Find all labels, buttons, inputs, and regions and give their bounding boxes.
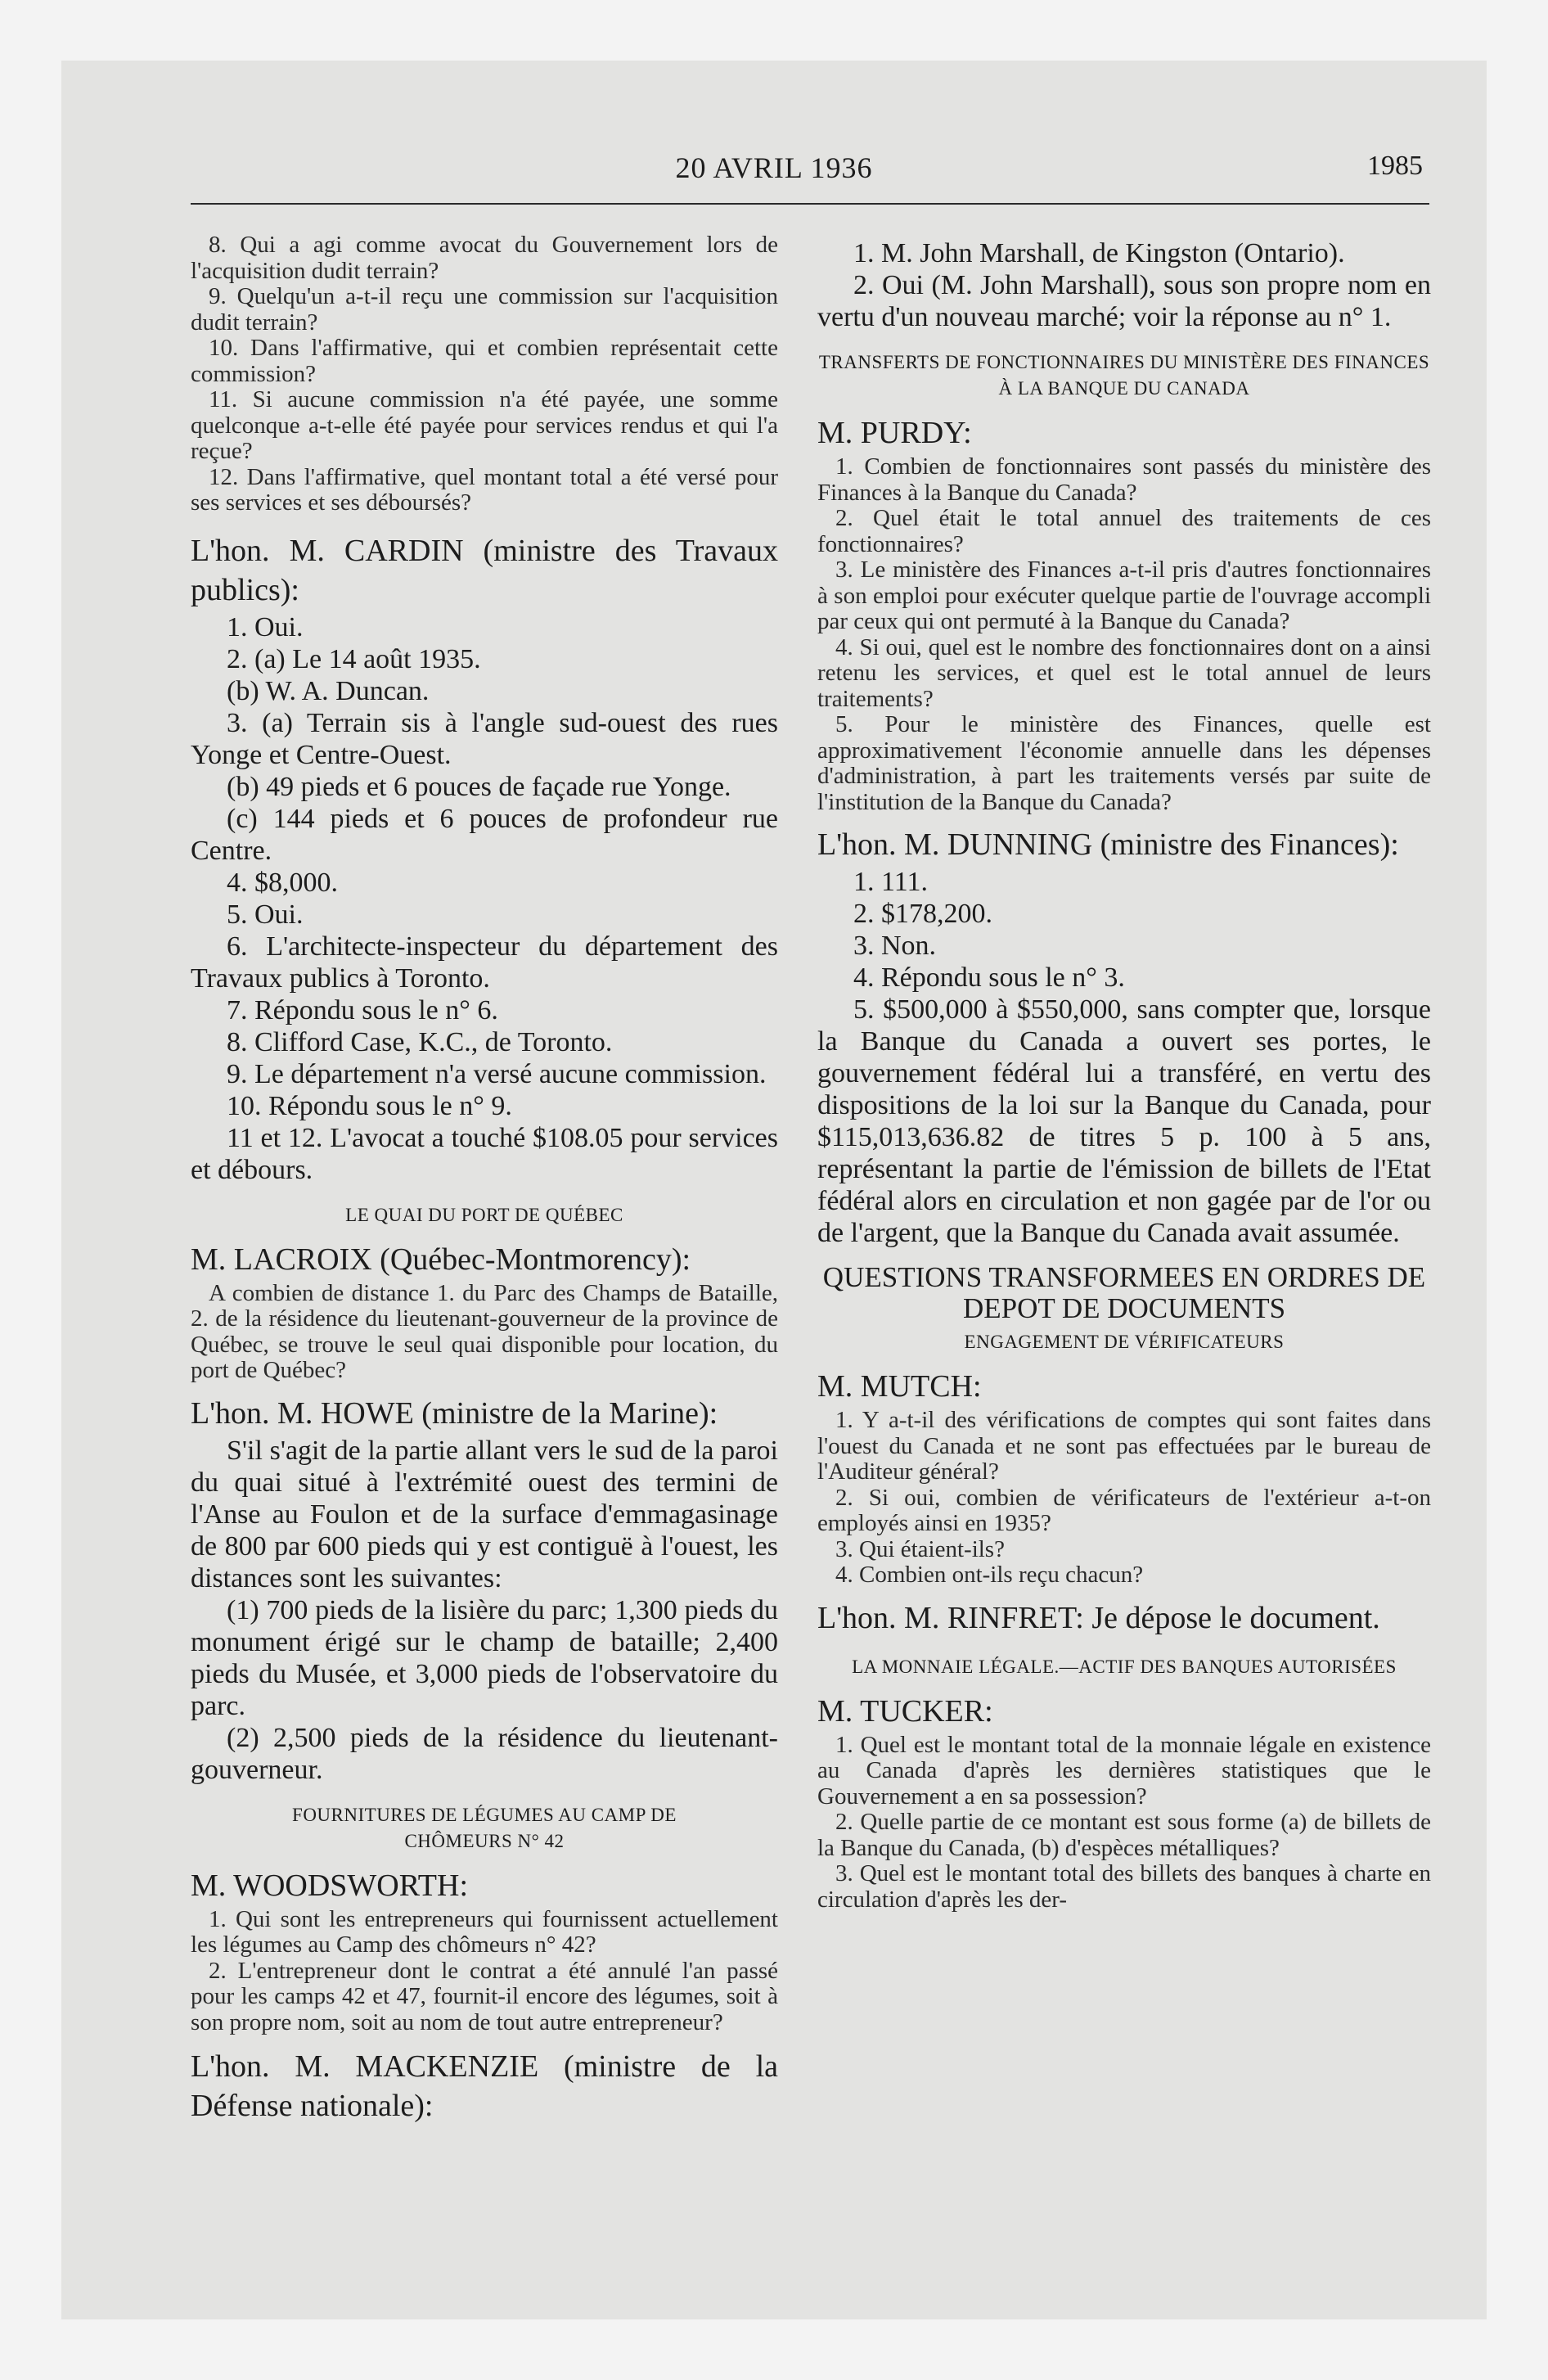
question-12: 12. Dans l'affirmative, quel montant total a été versé pour ses services et ses déboursés?: [191, 463, 778, 516]
tucker-question: 3. Quel est le montant total des billets des banques à charte en circulation d'après les der-: [817, 1860, 1431, 1913]
section-title-legumes: FOURNITURES DE LÉGUMES AU CAMP DE CHÔMEURS N° 42: [292, 1804, 677, 1851]
scanned-page: [61, 61, 1487, 2319]
speaker-howe: L'hon. M. HOWE (ministre de la Marine):: [191, 1395, 718, 1431]
dunning-answer: 5. $500,000 à $550,000, sans compter que, lorsque la Banque du Canada a ouvert ses portes, le gouvernement fédéral lui a transféré, en vertu des dispositions de la loi sur la Banque du Canada, pour $115,013,636.82 de titres 5 p. 100 à 5 ans, représentant la partie de l'émission de billets de l'Etat fédéral alors en circulation et non gagée par de l'or ou de l'argent, que la Banque du Canada avait assumée.: [817, 994, 1431, 1248]
cardin-answer: 1. Oui.: [227, 611, 304, 642]
speaker-tucker: M. TUCKER:: [817, 1693, 993, 1729]
dunning-answer: 3. Non.: [853, 931, 937, 961]
mutch-question: 3. Qui étaient-ils?: [835, 1535, 1005, 1562]
page-header: [61, 151, 1487, 183]
howe-answer: S'il s'agit de la partie allant vers le sud de la paroi du quai situé à l'extrémité ouest des termini de l'Anse au Foulon et de la surface d'emmagasinage de 800 par 600 pieds qui y est contiguë à l'ouest, les distances sont les suivantes:: [191, 1435, 778, 1593]
header-date: 20 AVRIL 1936: [675, 151, 873, 184]
tucker-question: 2. Quelle partie de ce montant est sous forme (a) de billets de la Banque du Canada, (b) d'espèces métalliques?: [817, 1809, 1431, 1861]
right-column: [817, 232, 1431, 1913]
header-rule: [191, 203, 1429, 205]
cardin-answer: 9. Le département n'a versé aucune commission.: [227, 1058, 767, 1089]
cardin-answer: 11 et 12. L'avocat a touché $108.05 pour services et débours.: [191, 1122, 778, 1185]
speaker-woodsworth: M. WOODSWORTH:: [191, 1868, 469, 1903]
dunning-answer: 1. 111.: [853, 867, 928, 897]
cardin-answer: 2. (a) Le 14 août 1935.: [227, 643, 481, 674]
speaker-lacroix: M. LACROIX (Québec-Montmorency):: [191, 1242, 691, 1277]
marshall-answer: 1. M. John Marshall, de Kingston (Ontario).: [853, 238, 1345, 268]
lacroix-question: A combien de distance 1. du Parc des Champs de Bataille, 2. de la résidence du lieutenant-gouverneur de la province de Québec, se trouve le seul quai disponible pour location, du port de Québec?: [191, 1279, 778, 1383]
cardin-answer: 3. (a) Terrain sis à l'angle sud-ouest des rues Yonge et Centre-Ouest.: [191, 707, 778, 770]
cardin-answer: 7. Répondu sous le n° 6.: [227, 994, 498, 1025]
cardin-answer: (b) 49 pieds et 6 pouces de façade rue Yonge.: [227, 771, 731, 802]
cardin-answer: (b) W. A. Duncan.: [227, 675, 430, 706]
speaker-mutch: M. MUTCH:: [817, 1369, 982, 1404]
page-number: 1985: [1367, 151, 1423, 181]
purdy-question: 3. Le ministère des Finances a-t-il pris d'autres fonctionnaires à son emploi pour exécuter quelque partie de l'ouvrage accompli par ceux qui ont permuté à la Banque du Canada?: [817, 557, 1431, 634]
purdy-question: 2. Quel était le total annuel des traitements de ces fonctionnaires?: [817, 505, 1431, 557]
question-10: 10. Dans l'affirmative, qui et combien représentait cette commission?: [191, 335, 778, 387]
rinfret-answer: L'hon. M. RINFRET: Je dépose le document.: [817, 1600, 1380, 1635]
dunning-answer: 4. Répondu sous le n° 3.: [853, 962, 1125, 993]
section-title-monnaie: LA MONNAIE LÉGALE.—ACTIF DES BANQUES AUTORISÉES: [852, 1656, 1397, 1677]
section-title-transferts: TRANSFERTS DE FONCTIONNAIRES DU MINISTÈRE DES FINANCES À LA BANQUE DU CANADA: [818, 352, 1430, 399]
left-column: [191, 232, 778, 2127]
purdy-question: 5. Pour le ministère des Finances, quelle est approximativement l'économie annuelle dans les dépenses d'administration, à part les traitements versés par suite de l'institution de la Banque du Canada?: [817, 711, 1431, 815]
mutch-question: 2. Si oui, combien de vérificateurs de l'extérieur a-t-on employés ainsi en 1935?: [817, 1484, 1431, 1536]
question-11: 11. Si aucune commission n'a été payée, une somme quelconque a-t-elle été payée pour services rendus et qui l'a reçue?: [191, 386, 778, 464]
howe-answer: (2) 2,500 pieds de la résidence du lieutenant-gouverneur.: [191, 1722, 778, 1785]
cardin-answer: (c) 144 pieds et 6 pouces de profondeur rue Centre.: [191, 803, 778, 866]
tucker-question: 1. Quel est le montant total de la monnaie légale en existence au Canada d'après les dernières statistiques que le Gouvernement a en sa possession?: [817, 1731, 1431, 1810]
question-8: 8. Qui a agi comme avocat du Gouvernement lors de l'acquisition dudit terrain?: [191, 232, 778, 284]
woodsworth-question: 2. L'entrepreneur dont le contrat a été annulé l'an passé pour les camps 42 et 47, fournit-il encore des légumes, soit à son propre nom, soit au nom de tout autre entrepreneur?: [191, 1957, 778, 2035]
howe-answer: (1) 700 pieds de la lisière du parc; 1,300 pieds du monument érigé sur le champ de bataille; 2,400 pieds du Musée, et 3,000 pieds de l'observatoire du parc.: [191, 1594, 778, 1721]
dunning-answer: 2. $178,200.: [853, 899, 992, 929]
cardin-answer: 8. Clifford Case, K.C., de Toronto.: [227, 1026, 613, 1057]
cardin-answer: 6. L'architecte-inspecteur du département des Travaux publics à Toronto.: [191, 931, 778, 994]
cardin-answer: 10. Répondu sous le n° 9.: [227, 1090, 512, 1121]
purdy-question: 1. Combien de fonctionnaires sont passés du ministère des Finances à la Banque du Canada?: [817, 453, 1431, 506]
mutch-question: 4. Combien ont-ils reçu chacun?: [835, 1562, 1144, 1588]
speaker-cardin: L'hon. M. CARDIN (ministre des Travaux publics):: [191, 533, 778, 607]
woodsworth-question: 1. Qui sont les entrepreneurs qui fournissent actuellement les légumes au Camp des chômeurs n° 42?: [191, 1905, 778, 1958]
speaker-mackenzie: L'hon. M. MACKENZIE (ministre de la Défense nationale):: [191, 2049, 778, 2123]
subsection-title-engagement: ENGAGEMENT DE VÉRIFICATEURS: [964, 1332, 1285, 1352]
section-title-questions: QUESTIONS TRANSFORMEES EN ORDRES DE DEPOT DE DOCUMENTS: [822, 1261, 1426, 1324]
section-title-quai: LE QUAI DU PORT DE QUÉBEC: [345, 1204, 623, 1225]
cardin-answer: 5. Oui.: [227, 899, 304, 930]
mutch-question: 1. Y a-t-il des vérifications de comptes qui sont faites dans l'ouest du Canada et ne sont pas effectuées par le bureau de l'Auditeur général?: [817, 1407, 1431, 1485]
speaker-purdy: M. PURDY:: [817, 416, 972, 450]
speaker-dunning: L'hon. M. DUNNING (ministre des Finances):: [817, 827, 1399, 862]
question-9: 9. Quelqu'un a-t-il reçu une commission sur l'acquisition dudit terrain?: [191, 283, 778, 336]
purdy-question: 4. Si oui, quel est le nombre des fonctionnaires dont on a ainsi retenu les services, et quel est le total annuel de leurs traitements?: [817, 633, 1431, 712]
marshall-answer: 2. Oui (M. John Marshall), sous son propre nom en vertu d'un nouveau marché; voir la réponse au n° 1.: [817, 270, 1431, 332]
cardin-answer: 4. $8,000.: [227, 867, 338, 898]
